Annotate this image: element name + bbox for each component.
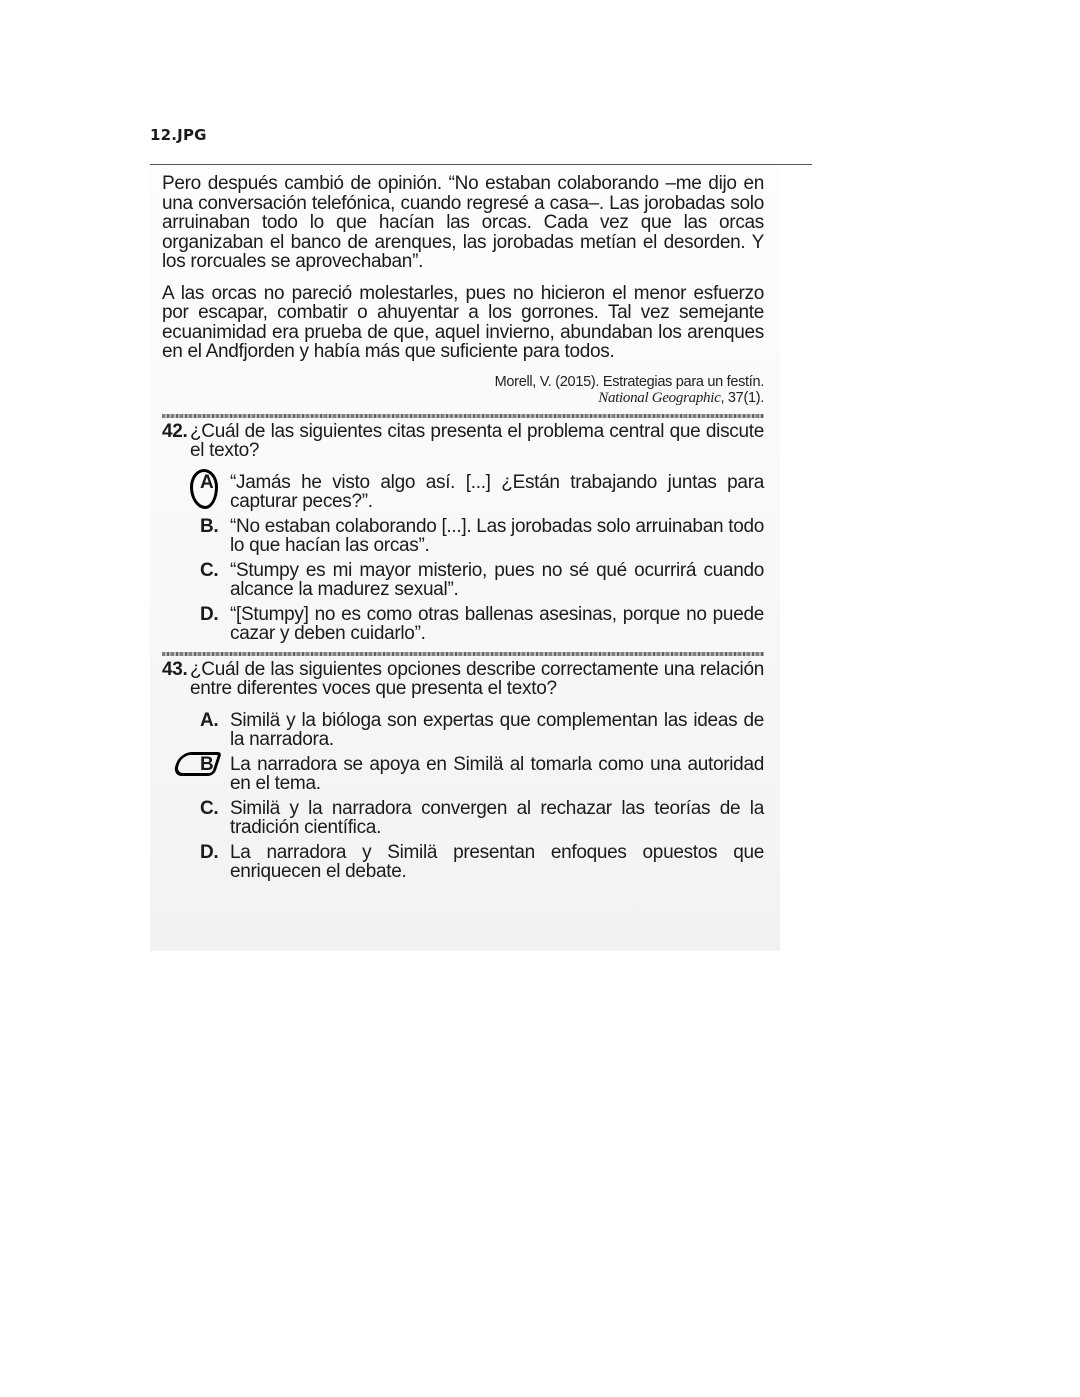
header-divider [150,164,812,165]
option-text: “No estaban colaborando [...]. Las jorobadas solo arruinaban todo lo que hacían las orcas”. [230,515,764,556]
source-citation [162,374,764,406]
section-divider [162,414,764,418]
option-d[interactable] [200,605,764,644]
option-letter: D. [200,841,219,863]
exam-content [162,174,764,887]
question-42-options [200,473,764,644]
option-b[interactable] [200,517,764,556]
option-d[interactable] [200,843,764,882]
question-text: ¿Cuál de las siguientes citas presenta el problema central que discute el texto? [190,420,764,461]
passage-paragraph-1: Pero después cambió de opinión. “No estaban colaborando –me dijo en una conversación telefónica, cuando regresé a casa–. Las jorobadas solo arruinaban todo lo que hacían las orcas. Cada vez que las orcas organizaban el banco de arenques, las jorobadas metían el desorden. Y los rorcuales se aprovechaban”. [162,173,764,272]
option-letter: B [200,755,230,794]
option-text: La narradora y Similä presentan enfoques opuestos que enriquecen el debate. [230,841,764,882]
option-b[interactable] [200,755,764,794]
scanned-exam-image [150,166,780,951]
question-number: 42. [162,420,188,442]
option-letter: B. [200,515,219,537]
option-letter: A. [200,709,219,731]
option-text: La narradora se apoya en Similä al tomarla como una autoridad en el tema. [230,753,764,794]
option-a[interactable] [200,473,764,512]
citation-journal: National Geographic [598,389,721,406]
option-a[interactable] [200,711,764,750]
question-43 [162,660,764,699]
option-text: “Jamás he visto algo así. [...] ¿Están trabajando juntas para capturar peces?”. [230,471,764,512]
citation-volume: , 37(1). [720,389,764,406]
option-text: “[Stumpy] no es como otras ballenas asesinas, porque no puede cazar y deben cuidarlo”. [230,603,764,644]
option-letter: C. [200,559,219,581]
question-43-options [200,711,764,882]
option-letter: A [200,473,230,512]
section-divider [162,652,764,656]
option-letter: D. [200,603,219,625]
citation-line-2 [162,390,764,406]
file-title: 12.JPG [150,126,207,144]
handwritten-box-mark-icon [172,752,222,776]
option-c[interactable] [200,561,764,600]
question-text: ¿Cuál de las siguientes opciones describe correctamente una relación entre diferentes voces que presenta el texto? [190,658,764,699]
citation-line-1: Morell, V. (2015). Estrategias para un festín. [494,373,764,390]
option-letter: C. [200,797,219,819]
question-42 [162,422,764,461]
option-c[interactable] [200,799,764,838]
option-text: “Stumpy es mi mayor misterio, pues no sé qué ocurrirá cuando alcance la madurez sexual”. [230,559,764,600]
option-text: Similä y la narradora convergen al rechazar las teorías de la tradición científica. [230,797,764,838]
passage-paragraph-2: A las orcas no pareció molestarles, pues no hicieron el menor esfuerzo por escapar, combatir o ahuyentar a los gorrones. Tal vez semejante ecuanimidad era prueba de que, aquel invierno, abundaban los arenques en el Andfjorden y había más que suficiente para todos. [162,282,764,362]
question-number: 43. [162,658,188,680]
option-text: Similä y la bióloga son expertas que complementan las ideas de la narradora. [230,709,764,750]
